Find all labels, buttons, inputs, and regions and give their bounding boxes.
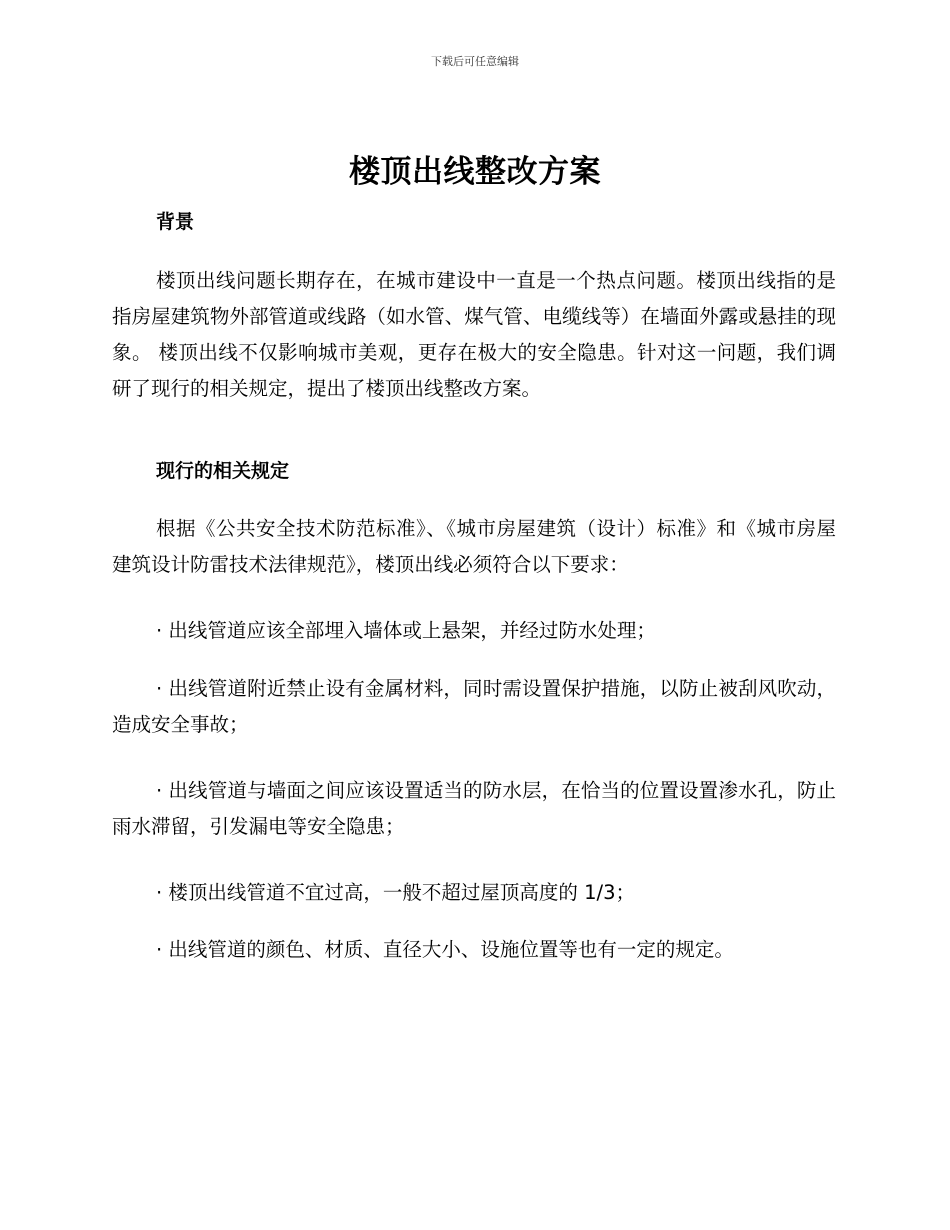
background-paragraph: 楼顶出线问题长期存在，在城市建设中一直是一个热点问题。楼顶出线指的是指房屋建筑物外部管道或线路（如水管、煤气管、电缆线等）在墙面外露或悬挂的现象。 楼顶出线不仅影响城市美观，更存在极大的安全隐患。针对这一问题，我们调研了现行的相关规定，提出了楼顶出线整改方案。 bbox=[112, 269, 836, 400]
section-heading-regulations: 现行的相关规定 bbox=[156, 460, 290, 482]
regulation-bullet-3: · 出线管道与墙面之间应该设置适当的防水层，在恰当的位置设置渗水孔，防止雨水滞留，引发漏电等安全隐患； bbox=[112, 779, 836, 838]
section-heading-background: 背景 bbox=[156, 211, 195, 233]
page-header-note: 下载后可任意编辑 bbox=[431, 55, 519, 68]
regulation-bullet-5: · 出线管道的颜色、材质、直径大小、设施位置等也有一定的规定。 bbox=[156, 938, 734, 961]
regulation-bullet-4: · 楼顶出线管道不宜过高，一般不超过屋顶高度的 1/3； bbox=[156, 881, 635, 904]
regulation-bullet-2: · 出线管道附近禁止设有金属材料，同时需设置保护措施，以防止被刮风吹动，造成安全事故； bbox=[112, 677, 836, 736]
document-title: 楼顶出线整改方案 bbox=[349, 154, 601, 190]
regulation-bullet-1: · 出线管道应该全部埋入墙体或上悬架，并经过防水处理； bbox=[156, 619, 656, 642]
regulations-intro-paragraph: 根据《公共安全技术防范标准》、《城市房屋建筑（设计）标准》和《城市房屋建筑设计防雷技术法律规范》，楼顶出线必须符合以下要求： bbox=[112, 517, 836, 576]
